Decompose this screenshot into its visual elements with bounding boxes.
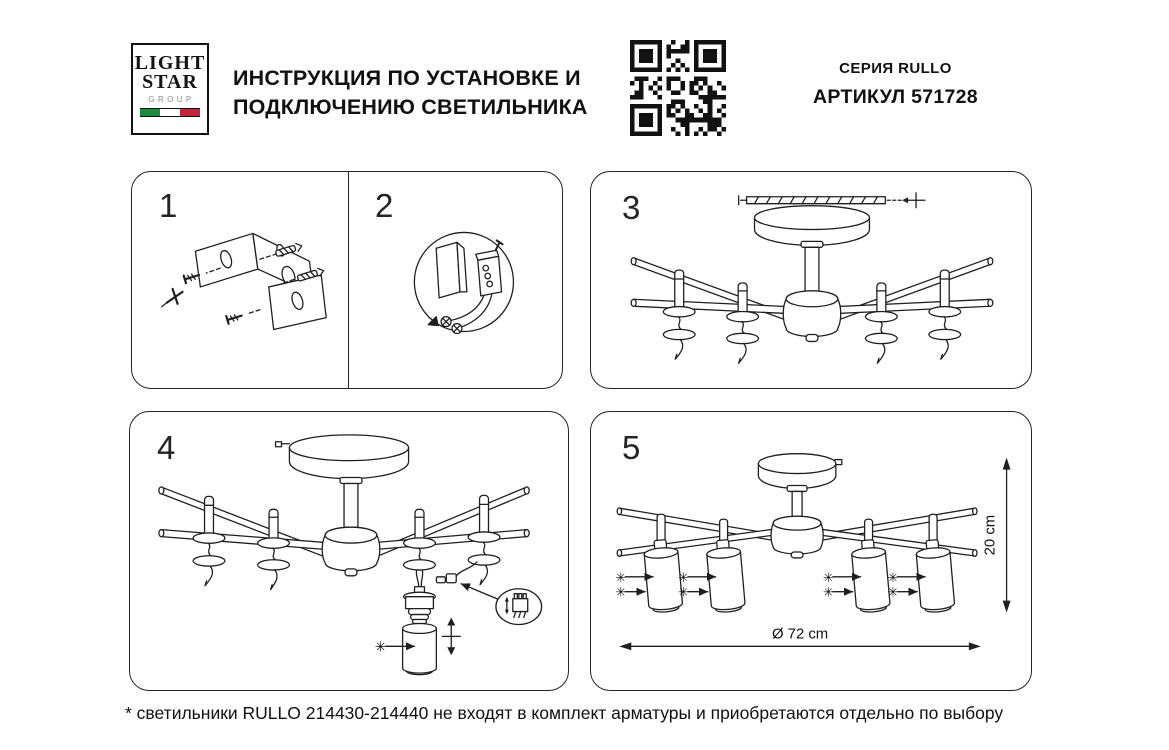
qr-finder-top-left (630, 40, 662, 72)
connector-plug (436, 562, 477, 583)
panel-divider (348, 172, 349, 388)
mounting-bracket (195, 233, 326, 329)
asterisk-marker: ✳ (374, 638, 387, 655)
width-label: Ø 72 cm (771, 626, 829, 643)
svg-text:✳: ✳ (822, 584, 834, 600)
panel-step-5 (590, 411, 1032, 691)
ceiling-canopy (755, 206, 870, 246)
lamp-holder (404, 509, 436, 570)
step1-2-diagram (132, 172, 562, 388)
lamp-holder (258, 509, 290, 570)
step-number-1: 1 (159, 187, 178, 224)
qr-finder-top-right (694, 40, 726, 72)
width-dimension (619, 626, 980, 650)
central-hub (783, 291, 840, 342)
ceiling-canopy (758, 454, 841, 489)
lamp-shade (706, 539, 746, 614)
logo-light: LIGHT (134, 52, 206, 74)
lamp-shade (915, 539, 955, 614)
screw-fastener-icon (226, 310, 260, 324)
svg-text:✳: ✳ (887, 569, 899, 585)
step5-diagram (591, 412, 1031, 690)
article-label: АРТИКУЛ 571728 (813, 86, 978, 108)
title-line-1: ИНСТРУКЦИЯ ПО УСТАНОВКЕ И (233, 66, 581, 91)
central-hub (771, 516, 823, 558)
step-number-3: 3 (622, 189, 641, 226)
page-title (233, 64, 588, 121)
lamp-socket (404, 587, 436, 624)
svg-text:✳: ✳ (615, 584, 627, 600)
svg-text:✳: ✳ (887, 584, 899, 600)
lamp-shade (851, 539, 891, 614)
stem (801, 241, 823, 296)
height-label: 20 cm (982, 514, 999, 556)
product-info (788, 60, 1003, 109)
stem (787, 485, 807, 518)
connector-detail (496, 589, 542, 625)
panel-step-3 (590, 171, 1032, 389)
lightstar-logo (131, 43, 209, 135)
height-dimension (983, 458, 1011, 613)
title-line-2: ПОДКЛЮЧЕНИЮ СВЕТИЛЬНИКА (233, 94, 588, 119)
panel-step-1-2 (131, 171, 563, 389)
screw-icon (887, 193, 925, 208)
step-number-5: 5 (622, 429, 641, 466)
qr-code-icon (630, 40, 726, 136)
mounting-bar (739, 196, 886, 205)
detail-pointer-arrow (461, 584, 499, 600)
junction-box (436, 242, 467, 297)
qr-finder-bottom-left (630, 104, 662, 136)
ceiling-canopy (276, 435, 409, 479)
logo-star: STAR (142, 71, 198, 93)
holder-wire (271, 570, 277, 590)
svg-text:✳: ✳ (822, 569, 834, 585)
lamp-holder (468, 495, 500, 584)
lamp-wires (416, 571, 422, 588)
svg-text:✳: ✳ (677, 584, 689, 600)
series-label: СЕРИЯ RULLO (839, 60, 952, 77)
svg-text:✳: ✳ (677, 569, 689, 585)
step-number-2: 2 (375, 187, 394, 224)
stem (340, 478, 362, 530)
step-number-4: 4 (157, 429, 176, 466)
panel-step-4 (129, 411, 569, 691)
lamp-shade (403, 623, 437, 674)
italian-flag-icon (140, 108, 200, 117)
svg-text:✳: ✳ (615, 569, 627, 585)
step4-diagram (130, 412, 568, 690)
step3-diagram (591, 172, 1031, 388)
logo-group: GROUP (148, 95, 195, 104)
footnote: * светильники RULLO 214430-214440 не входят в комплект арматуры и приобретаются отдельно по выбору (125, 703, 1004, 723)
wiring-detail (414, 232, 513, 333)
screw-icon (162, 289, 183, 307)
move-icon (442, 618, 460, 656)
central-hub (322, 527, 380, 576)
